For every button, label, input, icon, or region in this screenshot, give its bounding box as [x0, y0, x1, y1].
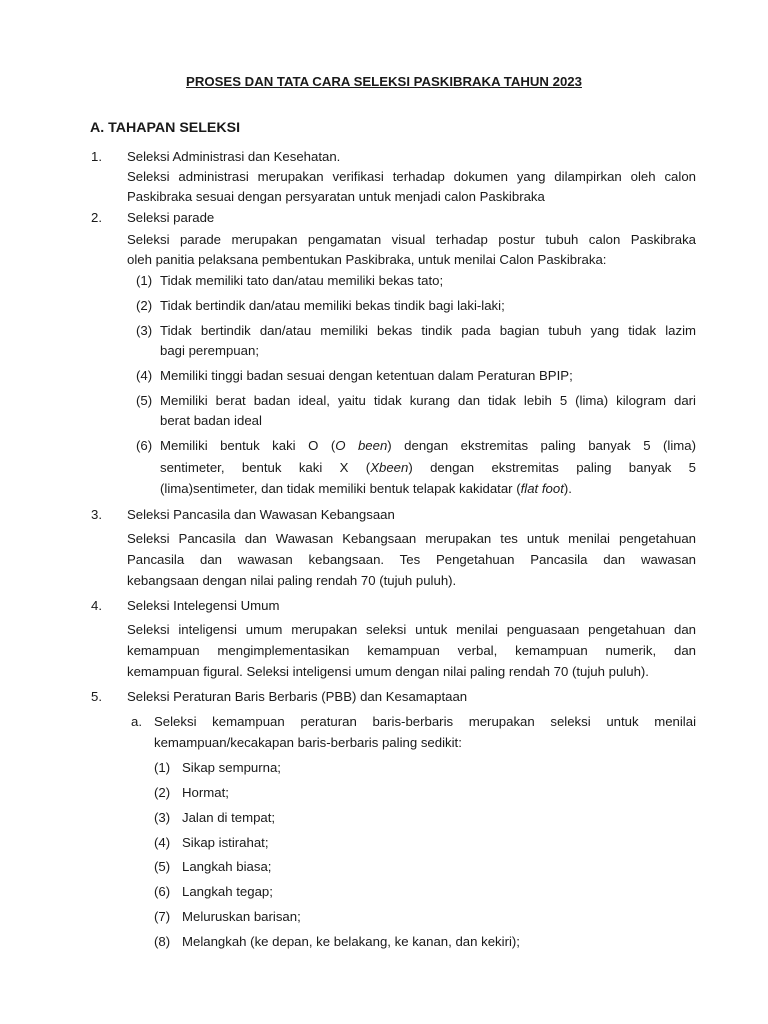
point-number: (3) — [136, 323, 153, 338]
point-text: Meluruskan barisan; — [182, 909, 301, 924]
point-text: (lima)sentimeter, dan tidak memiliki bentuk telapak kakidatar (flat foot). — [160, 481, 572, 496]
item-title: Seleksi Pancasila dan Wawasan Kebangsaan — [127, 507, 395, 522]
point-number: (4) — [154, 835, 171, 850]
item-text-line: kebangsaan dengan nilai paling rendah 70 (tujuh puluh). — [127, 573, 457, 588]
item-text-line: Seleksi administrasi merupakan verifikasi terhadap dokumen yang dilampirkan oleh calon — [127, 169, 696, 184]
point-number: (2) — [136, 298, 153, 313]
point-text: Langkah tegap; — [182, 884, 273, 899]
point-text: bagi perempuan; — [160, 343, 259, 358]
point-number: (2) — [154, 785, 171, 800]
point-number: (1) — [154, 760, 171, 775]
point-text: Tidak bertindik dan/atau memiliki bekas tindik pada bagian tubuh yang tidak lazim — [160, 323, 696, 338]
item-title: Seleksi parade — [127, 210, 215, 225]
item-text-line: kemampuan figural. Seleksi inteligensi umum dengan nilai paling rendah 70 (tujuh puluh). — [127, 664, 649, 679]
point-number: (8) — [154, 934, 171, 949]
point-text: berat badan ideal — [160, 413, 262, 428]
point-number: (7) — [154, 909, 171, 924]
point-text: Sikap istirahat; — [182, 835, 269, 850]
item-text-line: Paskibraka sesuai dengan persyaratan untuk menjadi calon Paskibraka — [127, 189, 545, 204]
item-number: 4. — [91, 598, 102, 613]
point-number: (4) — [136, 368, 153, 383]
section-heading: A. TAHAPAN SELEKSI — [90, 120, 241, 136]
document-title: PROSES DAN TATA CARA SELEKSI PASKIBRAKA TAHUN 2023 — [186, 74, 582, 89]
item-number: 2. — [91, 210, 102, 225]
point-text: sentimeter, bentuk kaki X (Xbeen) dengan ekstremitas paling banyak 5 — [160, 460, 696, 475]
item-number: 1. — [91, 149, 102, 164]
item-text-line: Seleksi inteligensi umum merupakan seleksi untuk menilai penguasaan pengetahuan dan — [127, 622, 696, 637]
item-text-line: Pancasila dan wawasan kebangsaan. Tes Pengetahuan Pancasila dan wawasan — [127, 552, 696, 567]
point-number: (3) — [154, 810, 171, 825]
item-title: Seleksi Administrasi dan Kesehatan. — [127, 149, 341, 164]
item-text-line: kemampuan mengimplementasikan kemampuan verbal, kemampuan numerik, dan — [127, 643, 696, 658]
point-text: Memiliki tinggi badan sesuai dengan ketentuan dalam Peraturan BPIP; — [160, 368, 573, 383]
item-text-line: oleh panitia pelaksana pembentukan Paskibraka, untuk menilai Calon Paskibraka: — [127, 252, 607, 267]
sub-item-letter: a. — [131, 714, 142, 729]
item-title: Seleksi Peraturan Baris Berbaris (PBB) dan Kesamaptaan — [127, 689, 468, 704]
point-text: Langkah biasa; — [182, 859, 272, 874]
point-number: (5) — [136, 393, 153, 408]
point-text: Tidak memiliki tato dan/atau memiliki bekas tato; — [160, 273, 444, 288]
point-text: Memiliki bentuk kaki O (O been) dengan ekstremitas paling banyak 5 (lima) — [160, 438, 696, 453]
item-text-line: Seleksi parade merupakan pengamatan visual terhadap postur tubuh calon Paskibraka — [127, 232, 696, 247]
point-text: Melangkah (ke depan, ke belakang, ke kanan, dan kekiri); — [182, 934, 520, 949]
item-number: 3. — [91, 507, 102, 522]
point-text: Hormat; — [182, 785, 229, 800]
point-text: Jalan di tempat; — [182, 810, 276, 825]
sub-item-text: Seleksi kemampuan peraturan baris-berbaris merupakan seleksi untuk menilai — [154, 714, 696, 729]
point-number: (6) — [136, 438, 153, 453]
point-text: Sikap sempurna; — [182, 760, 281, 775]
point-text: Tidak bertindik dan/atau memiliki bekas tindik bagi laki-laki; — [160, 298, 505, 313]
point-number: (6) — [154, 884, 171, 899]
item-number: 5. — [91, 689, 102, 704]
sub-item-text: kemampuan/kecakapan baris-berbaris paling sedikit: — [154, 735, 462, 750]
point-text: Memiliki berat badan ideal, yaitu tidak kurang dan tidak lebih 5 (lima) kilogram dari — [160, 393, 696, 408]
point-number: (1) — [136, 273, 153, 288]
item-text-line: Seleksi Pancasila dan Wawasan Kebangsaan merupakan tes untuk menilai pengetahuan — [127, 531, 696, 546]
item-title: Seleksi Intelegensi Umum — [127, 598, 280, 613]
point-number: (5) — [154, 859, 171, 874]
